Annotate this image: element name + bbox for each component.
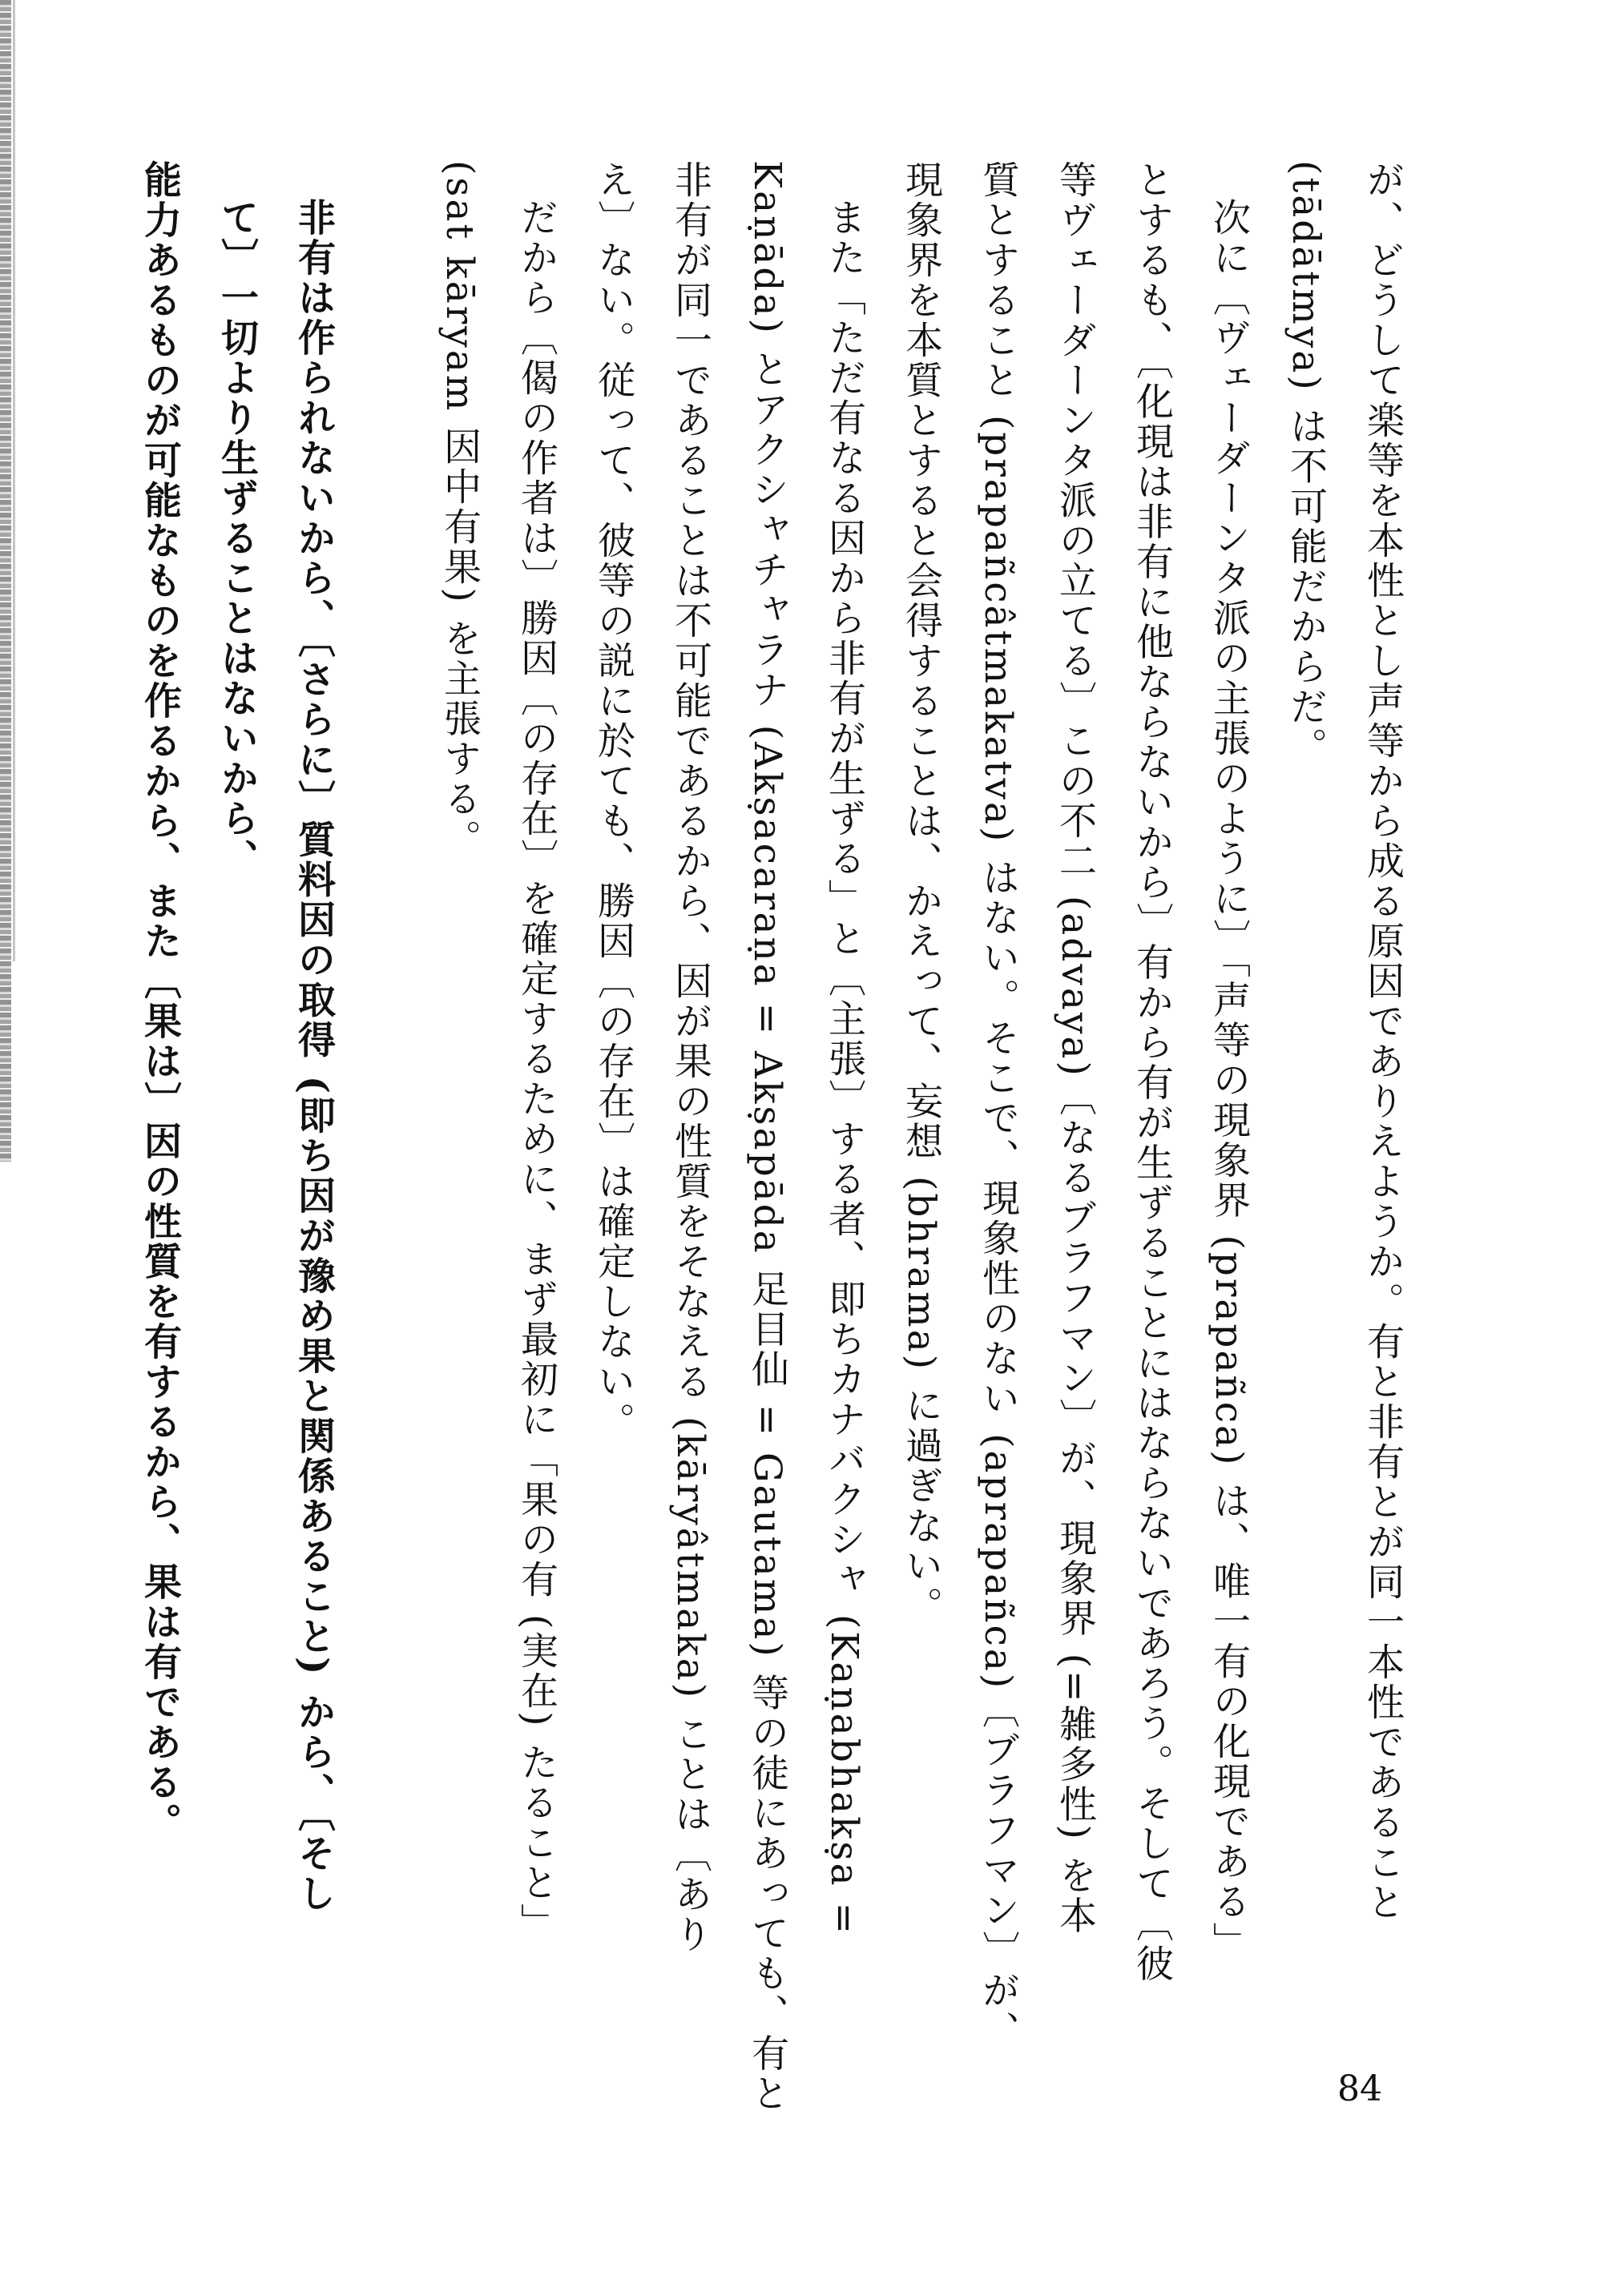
scan-edge-line xyxy=(13,0,15,961)
text-line: だから〔偈の作者は〕勝因〔の存在〕を確定するために、まず最初に「果の有 (実在) たること」 xyxy=(514,198,558,1944)
text-line: (sat kāryam 因中有果) を主張する。 xyxy=(438,160,482,860)
scan-edge-artifact xyxy=(0,0,11,1162)
text-line: 質とすること (prapañcâtmakatva) はない。そこで、現象性のない (aprapañca)〔ブラフマン〕が、 xyxy=(976,160,1020,2052)
text-line: 非有が同一であることは不可能であるから、因が果の性質をそなえる (kāryâtmaka) ことは〔あり xyxy=(668,160,712,1956)
text-line: (tādātmya) は不可能だからだ。 xyxy=(1284,160,1328,767)
text-line: 現象界を本質とすると会得することは、かえって、妄想 (bhrama) に過ぎない。 xyxy=(899,160,943,1626)
text-line: とするも、〔化現は非有に他ならないから〕有から有が生ずることにはならないであろう。そして〔彼 xyxy=(1130,160,1174,1984)
text-line: 等ヴェーダーンタ派の立てる〕この不二 (advaya)〔なるブラフマン〕が、現象界 (=雑多性) を本 xyxy=(1053,160,1097,1936)
text-line: Kaṇāda) とアクシャチャラナ (Akṣacaraṇa = Akṣapāda 足目仙 = Gautama) 等の徒にあっても、有と xyxy=(745,160,789,2114)
verse-line: て〕一切より生ずることはないから、 xyxy=(215,198,259,879)
text-line: が、どうして楽等を本性とし声等から成る原因でありえようか。有と非有とが同一本性であること xyxy=(1361,160,1405,1923)
text-line: え〕ない。従って、彼等の説に於ても、勝因〔の存在〕は確定しない。 xyxy=(591,160,635,1442)
text-line: 次に〔ヴェーダーンタ派の主張のように〕「声等の現象界 (prapañca) は、唯一有の化現である」 xyxy=(1207,198,1251,1963)
verse-line: 能力あるものが可能なものを作るから、また〔果は〕因の性質を有するから、果は有である。 xyxy=(138,160,182,1843)
page-number: 84 xyxy=(1337,2068,1382,2109)
verse-line: 非有は作られないから、〔さらに〕質料因の取得 (即ち因が豫め果と関係あること) から、〔そし xyxy=(292,198,336,1915)
text-line: また「ただ有なる因から非有が生ずる」と〔主張〕する者、即ちカナバクシャ (Kaṇabhakṣa = xyxy=(822,198,866,1937)
